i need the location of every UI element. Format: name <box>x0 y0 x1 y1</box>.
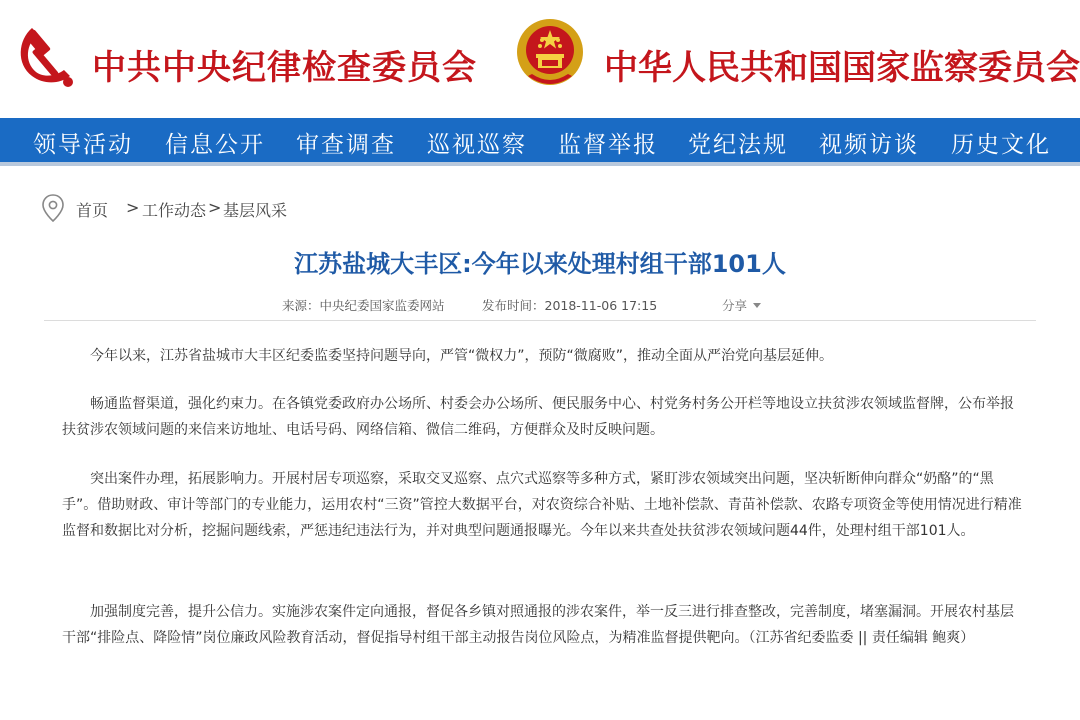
nav-item-leadership[interactable]: 领导活动 <box>33 132 133 158</box>
nav-item-info-disclosure[interactable]: 信息公开 <box>165 132 265 158</box>
breadcrumb-home-link[interactable]: 首页 <box>76 201 109 220</box>
article-source: 来源：中央纪委国家监委网站 <box>282 298 445 313</box>
nav-item-video-interview[interactable]: 视频访谈 <box>819 132 919 158</box>
nav-item-inspection[interactable]: 巡视巡察 <box>427 132 527 158</box>
breadcrumb-grassroots-link[interactable]: 基层风采 <box>223 201 288 220</box>
hammer-sickle-icon <box>12 20 78 90</box>
article-title: 江苏盐城大丰区:今年以来处理村组干部101人 <box>294 250 786 278</box>
chevron-down-icon <box>753 303 761 308</box>
site-header <box>0 0 1080 118</box>
nsc-title[interactable]: 中华人民共和国国家监察委员会 <box>604 48 1080 88</box>
national-emblem-icon <box>514 16 586 92</box>
article-paragraph: 畅通监督渠道，强化约束力。在各镇党委政府办公场所、村委会办公场所、便民服务中心、村党务村务公开栏等地设立扶贫涉农领域监督牌，公布举报扶贫涉农领域问题的来信来访地址、电话号码、网络信箱、微信二维码，方便群众及时反映问题。 <box>62 396 1014 438</box>
share-button[interactable] <box>722 296 761 314</box>
cpc-ccdi-title[interactable]: 中共中央纪律检查委员会 <box>92 48 477 88</box>
breadcrumb-separator: > <box>126 198 140 217</box>
article-paragraph: 加强制度完善，提升公信力。实施涉农案件定向通报，督促各乡镇对照通报的涉农案件，举一反三进行排查整改，完善制度，堵塞漏洞。开展农村基层干部“排险点、降险情”岗位廉政风险教育活动，督促指导村组干部主动报告岗位风险点，为精准监督提供靶向。（江苏省纪委监委 || 责任编辑 鲍爽） <box>62 604 1014 646</box>
share-label: 分享 <box>722 298 748 313</box>
article-paragraph: 突出案件办理，拓展影响力。开展村居专项巡察，采取交叉巡察、点穴式巡察等多种方式，紧盯涉农领域突出问题，坚决斩断伸向群众“奶酪”的“黑手”。借助财政、审计等部门的专业能力，运用农村“三资”管控大数据平台，对农资综合补贴、土地补偿款、青苗补偿款、农路专项资金等使用情况进行精准监督和数据比对分析，挖掘问题线索，严惩违纪违法行为，并对典型问题通报曝光。今年以来共查处扶贫涉农领域问题44件，处理村组干部101人。 <box>62 471 1022 539</box>
nav-item-history-culture[interactable]: 历史文化 <box>951 132 1051 158</box>
title-divider <box>44 320 1036 321</box>
breadcrumb-separator: > <box>208 198 222 217</box>
nav-item-party-regulations[interactable]: 党纪法规 <box>688 132 788 158</box>
breadcrumb-work-news-link[interactable]: 工作动态 <box>142 201 207 220</box>
main-nav <box>0 118 1080 166</box>
nav-item-supervision-report[interactable]: 监督举报 <box>558 132 658 158</box>
article-publish-time: 发布时间：2018-11-06 17:15 <box>482 298 658 313</box>
location-pin-icon <box>42 194 64 222</box>
nav-item-review-investigation[interactable]: 审查调查 <box>296 132 396 158</box>
article-paragraph: 今年以来，江苏省盐城市大丰区纪委监委坚持问题导向，严管“微权力”，预防“微腐败”，推动全面从严治党向基层延伸。 <box>90 348 834 364</box>
